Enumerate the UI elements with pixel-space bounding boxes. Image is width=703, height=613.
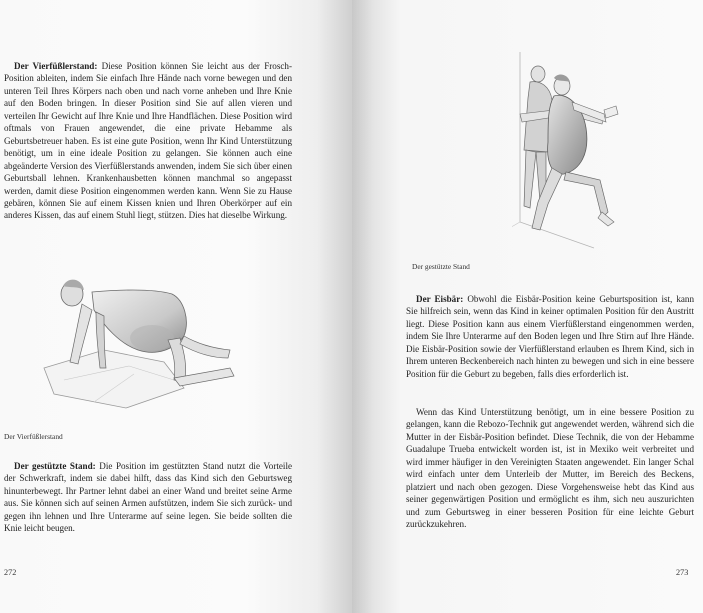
paragraph-vierfuessler	[4, 60, 292, 222]
body-gestuetzt: Die Position im gestützten Stand nutzt die Vorteile der Schwerkraft, indem sie dabei hilft, dass das Kind sich den Geburtsweg hinunterbewegt. Ihr Partner lehnt dabei an einer Wand und breitet seine Arme aus. Sie können sich auf seinen Armen aufstützen, indem Sie sich zurück- und gegen ihn lehnen und Ihre Unterarme auf seine legen. Sie beide sollten die Knie leicht beugen.	[4, 461, 293, 534]
page-number-right: 273	[676, 568, 689, 577]
caption-gestuetzter-stand: Der gestützte Stand	[412, 262, 470, 271]
body-rebozo: Wenn das Kind Unterstützung benötigt, um in eine bessere Position zu gelangen, kann die Rebozo-Technik gut angewendet werden, während sich die Mutter in der Eisbär-Position befindet. Diese Technik, die von der Hebamme Guadalupe Trueba entwickelt worden ist, ist in Mexiko weit verbreitet und wird immer häufiger in den Vereinigten Staaten angewendet. Ein langer Schal wird einfach unter dem Unterleib der Mutter, im Bereich des Beckens, platziert und nach oben gezogen. Diese Vorgehensweise hebt das Kind aus seiner gegenwärtigen Position und ermöglicht es ihm, sich neu auszurichten und zum Geburtsweg in einer besseren Position für eine leichte Geburt zurückzukehren.	[406, 407, 694, 530]
heading-vierfuessler: Der Vierfüßlerstand:	[14, 61, 98, 71]
paragraph-rebozo	[406, 406, 694, 531]
paragraph-eisbaer	[406, 293, 694, 380]
body-eisbaer: Obwohl die Eisbär-Position keine Geburtsposition ist, kann Sie hilfreich sein, wenn das Kind in keiner optimalen Position für den Austritt liegt. Diese Position kann aus einem Vierfüßlerstand eingenommen werden, indem Sie Ihre Unterarme auf den Boden legen und Ihre Stirn auf Ihre Hände. Die Eisbär-Position sowie der Vierfüßlerstand erlauben es Ihrem Kind, sich in Ihrem unteren Beckenbereich nach hinten zu bewegen und sich in eine bessere Position für die Geburt zu begeben, falls dies erforderlich ist.	[406, 294, 694, 379]
caption-vierfuesslerstand: Der Vierfüßlerstand	[4, 432, 63, 441]
illustration-gestuetzter-stand	[512, 52, 672, 252]
heading-eisbaer: Der Eisbär:	[416, 294, 464, 304]
page-number-left: 272	[4, 568, 17, 577]
illustration-vierfuesslerstand	[34, 270, 264, 420]
body-vierfuessler: Diese Position können Sie leicht aus der Frosch-Position ableiten, indem Sie einfach Ihre Hände nach vorne bewegen und den unteren Teil Ihres Körpers nach oben und nach vorne anheben und Ihre Knie auf den Boden bringen. In dieser Position sind Sie auf allen vieren und verteilen Ihr Gewicht auf Ihre Knie und Ihre Handflächen. Diese Position wird oftmals von Frauen angewendet, die eine private Hebamme als Geburtsbetreuer haben. Es ist eine gute Position, wenn Ihr Kind Unterstützung benötigt, um in eine ideale Position zu gelangen. Sie können auch eine abgeänderte Version des Vierfüßlerstands anwenden, indem Sie sich über einen Geburtsball lehnen. Krankenhausbetten können manchmal so angepasst werden, damit diese Position eingenommen werden kann. Wenn Sie zu Hause gebären, können Sie auf einem Kissen knien und Ihren Oberkörper auf ein anderes Kissen, das auf einem Stuhl liegt, stützen. Dies hat dieselbe Wirkung.	[4, 61, 293, 221]
paragraph-gestuetzt	[4, 460, 292, 535]
heading-gestuetzt: Der gestützte Stand:	[14, 461, 96, 471]
right-page	[352, 0, 703, 613]
